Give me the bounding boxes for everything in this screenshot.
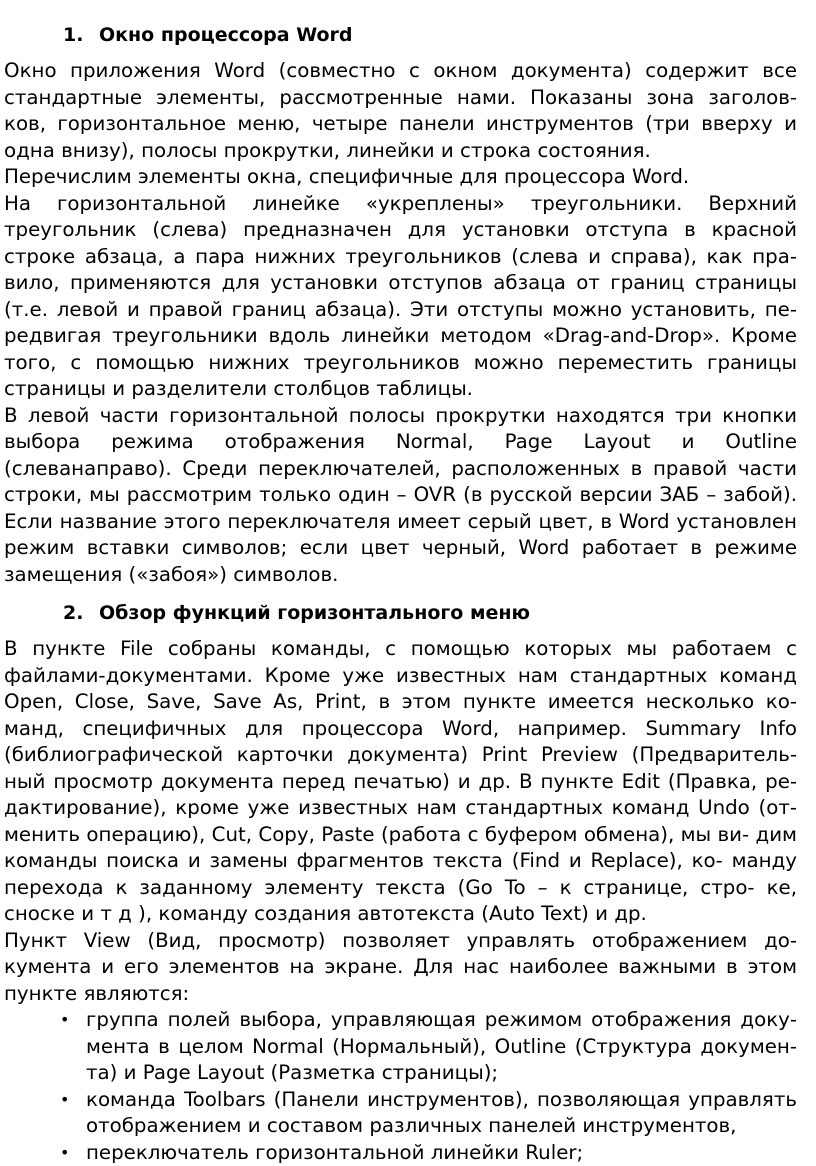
section-1-heading	[0, 22, 816, 48]
section-1-paragraph-1: Окно приложения Word (совместно с окном документа) содержит все стандартные элементы, рассмотренные нами. Показаны зона заголов- ков, горизонтальное меню, четыре панели инструментов (три вверху и одна внизу), полосы прокрутки, линейки и строка состояния.	[0, 58, 816, 164]
bullet-icon: •	[60, 1140, 69, 1166]
section-gap	[0, 588, 816, 600]
list-item	[86, 1140, 797, 1166]
bullet-icon: •	[60, 1007, 69, 1034]
section-2-title: Обзор функций горизонтального меню	[99, 600, 530, 626]
bullet-icon: •	[60, 1087, 69, 1114]
document-page	[0, 22, 816, 1166]
section-1-number: 1.	[63, 22, 99, 48]
section-2-number: 2.	[63, 600, 99, 626]
list-item	[86, 1087, 797, 1140]
section-2-bullet-list	[0, 1007, 816, 1166]
section-2-heading	[0, 600, 816, 626]
section-1-title: Окно процессора Word	[99, 22, 353, 48]
list-item	[86, 1007, 797, 1087]
section-1-paragraph-4: В левой части горизонтальной полосы прокрутки находятся три кнопки выбора режима отображения Normal, Page Layout и Outline (слеванаправо). Среди переключателей, расположенных в правой части строки, мы рассмотрим только один – OVR (в русской версии ЗАБ – забой). Если название этого переключателя имеет серый цвет, в Word установлен режим вставки символов; если цвет черный, Word работает в режиме замещения («забоя») символов.	[0, 403, 816, 589]
section-1-paragraph-2: Перечислим элементы окна, специфичные для процессора Word.	[0, 164, 816, 191]
list-item-text: команда Toolbars (Панели инструментов), позволяющая управлять отображением и составом различных панелей инструментов,	[86, 1088, 797, 1138]
section-1-paragraph-3: На горизонтальной линейке «укреплены» треугольники. Верхний треугольник (слева) предназначен для установки отступа в красной строке абзаца, а пара нижних треугольников (слева и справа), как пра- вило, применяются для установки отступов абзаца от границ страницы (т.е. левой и правой границ абзаца). Эти отступы можно установить, пе- редвигая треугольники вдоль линейки методом «Drag-and-Drop». Кроме того, с помощью нижних треугольников можно переместить границы страницы и разделители столбцов таблицы.	[0, 191, 816, 403]
list-item-text: группа полей выбора, управляющая режимом отображения доку- мента в целом Normal (Нормальный), Outline (Структура докумен- та) и Page Layout (Разметка страницы);	[86, 1008, 797, 1084]
section-2-paragraph-2: Пункт View (Вид, просмотр) позволяет управлять отображением до- кумента и его элементов на экране. Для нас наиболее важными в этом пункте являются:	[0, 928, 816, 1008]
section-2-paragraph-1: В пункте File собраны команды, с помощью которых мы работаем с файлами-документами. Кроме уже известных нам стандартных команд Open, Close, Save, Save As, Print, в этом пункте имеется несколько ко- манд, специфичных для процессора Word, например. Summary Info (библиографической карточки документа) Print Preview (Предваритель- ный просмотр документа перед печатью) и др. В пункте Edit (Правка, ре- дактирование), кроме уже известных нам стандартных команд Undo (от- менить операцию), Cut, Copy, Paste (работа с буфером обмена), мы ви- дим команды поиска и замены фрагментов текста (Find и Replace), ко- манду перехода к заданному элементу текста (Go To – к странице, стро- ке, сноске и т д ), команду создания автотекста (Auto Text) и др.	[0, 636, 816, 928]
list-item-text: переключатель горизонтальной линейки Ruler;	[86, 1141, 583, 1164]
